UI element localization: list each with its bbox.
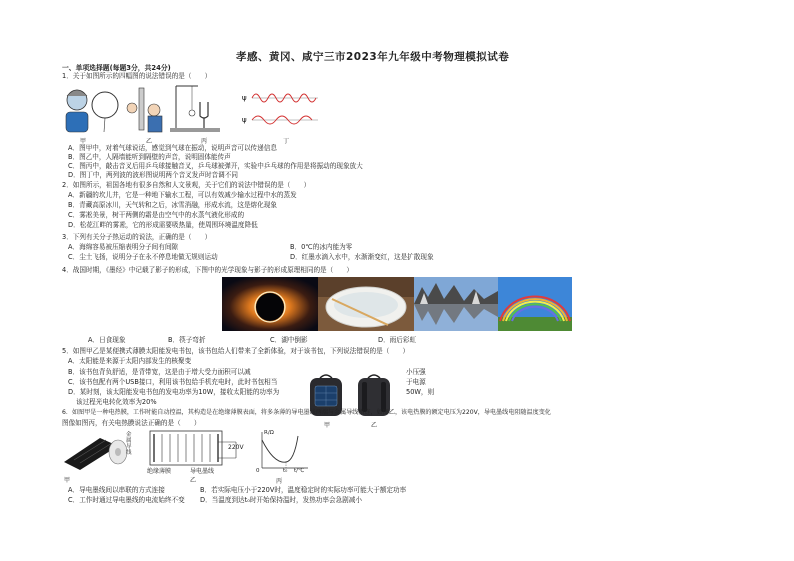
- q3-option-c: C．尘土飞扬，说明分子在永不停息地做无规则运动: [68, 253, 218, 261]
- q5-option-b: B．该书包背负舒适，是背带宽，这是由于增大受力面积可以减: [68, 368, 251, 376]
- tuning-fork-icon: [200, 102, 208, 118]
- page-title: 孝感、黄冈、咸宁三市2023年九年级中考物理模拟试卷: [236, 51, 510, 63]
- q3-option-d: D．红墨水滴入水中，水渐渐变红，这是扩散现象: [290, 253, 434, 261]
- voltage-label: 220V: [228, 444, 244, 451]
- metal-wire-label: 金属导线: [126, 432, 132, 456]
- q6-option-a: A．导电墨线间以串联的方式连接: [68, 486, 165, 494]
- origin-label: 0: [256, 468, 260, 474]
- q1-stem: 1．关于如图所示的四幅图的说法错误的是（ ）: [62, 72, 212, 80]
- q4-option-c: C．湖中倒影: [270, 336, 308, 344]
- q6-option-b: B．若实际电压小于220V时，温度稳定时的实际功率可能大于额定功率: [200, 486, 407, 494]
- conductive-ink-label: 导电墨线: [190, 468, 215, 475]
- balloon-icon: [92, 92, 118, 118]
- x-axis-label: t/℃: [294, 468, 305, 474]
- q1-figure-ding: [242, 88, 320, 134]
- q6-fig-label-jia: 甲: [64, 477, 71, 484]
- q6-stem: 6．如图甲是一种电热膜，工作时能自动控温，其构造是在绝缘薄膜表面，将多条薄的导电墨线两端与金属导线相连，如图乙，该电热膜的额定电压为220V，导电墨线电阻随温度变化: [62, 409, 551, 416]
- q2-option-a: A．新疆的坎儿井，它是一种地下输水工程，可以有效减少输水过程中水的蒸发: [68, 191, 297, 199]
- q5-option-d-cont: 该过程光电转化效率为20%: [76, 398, 157, 406]
- q1-option-b: B．图乙中，人隔墙能听到隔壁的声音，说明固体能传声: [68, 153, 231, 161]
- q3-stem: 3．下列有关分子热运动的说法，正确的是（ ）: [62, 233, 212, 241]
- q5-stem: 5．如图甲乙是某便携式薄膜太阳能发电书包，该书包给人们带来了全新体验，对于该书包，下列说法错误的是（ ）: [62, 347, 410, 355]
- q6-fig-label-yi: 乙: [190, 477, 197, 484]
- q1-fig-label-jia: 甲: [80, 138, 87, 145]
- q5-fig-label-yi: 乙: [371, 422, 378, 429]
- q5-option-d: D．某时刻，该太阳能发电书包的发电功率为10W，接收太阳能的功率为: [68, 388, 280, 396]
- q1-option-d: D．图丁中，两列波的波形图说明两个音叉发声时音调不同: [68, 171, 238, 179]
- q6-option-c: C．工作时通过导电墨线的电流始终不变: [68, 496, 185, 504]
- q4-stem: 4．战国时期，《墨经》中记载了影子的形成，下图中的光学现象与影子的形成原理相同的是（ ）: [62, 266, 354, 274]
- q6-option-d: D．当温度到达t₀时开始保持温时，发热功率会急剧减小: [200, 496, 362, 504]
- q4-option-a: A．日食现象: [88, 336, 126, 344]
- q2-option-c: C．雾凇美景，树干两侧的霜是由空气中的水蒸气液化形成的: [68, 211, 245, 219]
- q5-option-a: A．太阳能是来源于太阳内部发生的核聚变: [68, 357, 192, 365]
- q6-stem-cont: 图像如图丙，有关电热膜说法正确的是（ ）: [62, 419, 201, 427]
- q1-fig-label-yi: 乙: [146, 138, 153, 145]
- q5-side-text-2: 于电源: [406, 378, 426, 386]
- q2-option-b: B．青藏高原冰川，天气转和之后，冰雪消融，形成水流，这是熔化现象: [68, 201, 277, 209]
- q1-fig-label-ding: 丁: [283, 138, 290, 145]
- chopsticks-bowl-photo: [318, 277, 414, 331]
- q3-option-b: B．0℃的冰内能为零: [290, 243, 353, 251]
- q5-side-text-1: 小压强: [406, 368, 426, 376]
- q2-stem: 2．如图所示，祖国各地有很多自然和人文景观，关于它们的说法中错误的是（ ）: [62, 181, 311, 189]
- q3-option-a: A．海绵容易被压缩表明分子间有间隙: [68, 243, 179, 251]
- q5-fig-label-jia: 甲: [324, 422, 331, 429]
- q1-figure-bing: [168, 82, 226, 134]
- q1-option-a: A．图甲中，对着气球说话，感觉到气球在振动，说明声音可以传递信息: [68, 144, 277, 152]
- q1-fig-label-bing: 丙: [201, 138, 208, 145]
- solar-eclipse-photo: [222, 277, 318, 331]
- rainbow-photo: [498, 277, 572, 331]
- q2-option-d: D．松花江畔的雾凇，它的形成需要吸热量，使周围环境温度降低: [68, 221, 258, 229]
- svg-text:ψ: ψ: [242, 94, 247, 102]
- ping-pong-ball-icon: [189, 110, 195, 116]
- t0-label: t₀: [283, 468, 288, 474]
- q5-side-text-3: 50W，则: [406, 388, 435, 396]
- q5-option-c: C．该书包配有两个USB接口，利用该书包给手机充电时，此时书包相当: [68, 378, 278, 386]
- lake-reflection-photo: [414, 277, 498, 331]
- q1-figure-jia: [60, 84, 122, 136]
- insulating-film-label: 绝缘薄膜: [147, 468, 172, 475]
- y-axis-label: R/Ω: [264, 430, 274, 436]
- heating-film-roll-image: [60, 432, 130, 472]
- q6-fig-label-bing: 丙: [276, 478, 283, 485]
- q4-option-d: D．雨后彩虹: [378, 336, 417, 344]
- q1-option-c: C．图丙中，敲击音叉后用乒乓球接触音叉，乒乓球被弹开，实验中乒乓球的作用是将振动的现象放大: [68, 162, 363, 170]
- section-heading: 一、单项选择题(每题3分，共24分): [62, 64, 171, 72]
- q4-option-b: B．筷子弯折: [168, 336, 206, 344]
- svg-text:ψ: ψ: [242, 116, 247, 124]
